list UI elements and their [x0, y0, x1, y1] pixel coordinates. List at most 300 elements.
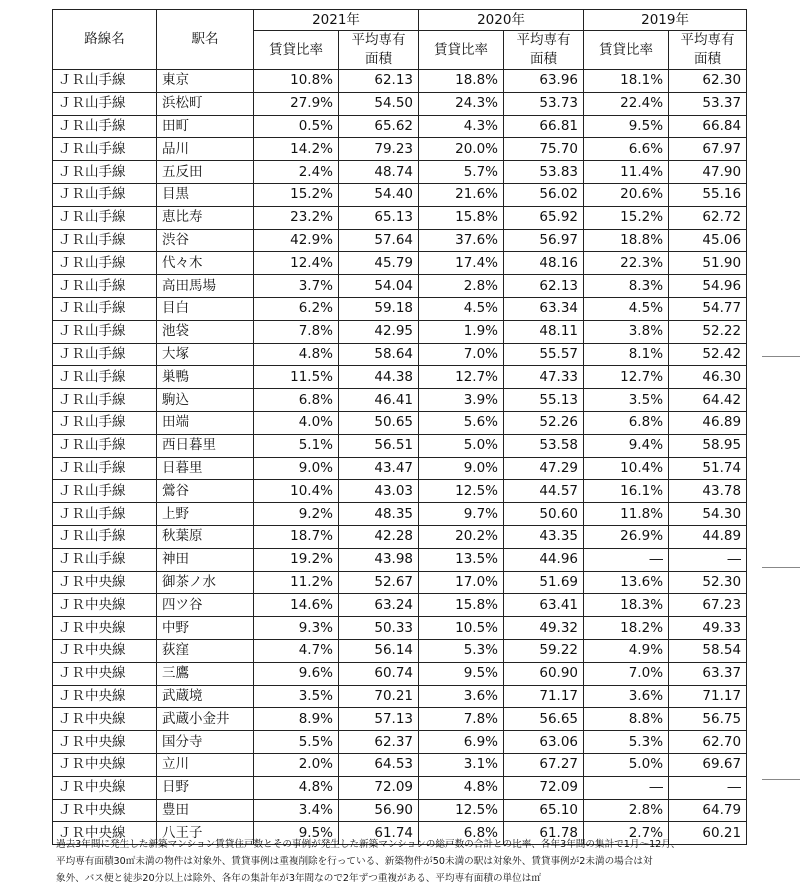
ratio-cell: 5.3%	[419, 639, 504, 662]
area-cell: 62.72	[669, 206, 747, 229]
area-cell: 42.95	[339, 320, 419, 343]
area-cell: 43.35	[504, 525, 584, 548]
ratio-cell: 9.5%	[254, 822, 339, 845]
ratio-cell: 19.2%	[254, 548, 339, 571]
ratio-header: 賃貸比率	[584, 31, 669, 70]
area-cell: 49.32	[504, 617, 584, 640]
ratio-cell: 15.8%	[419, 206, 504, 229]
ratio-cell: 11.2%	[254, 571, 339, 594]
ratio-cell: 3.4%	[254, 799, 339, 822]
route-cell: ＪＲ中央線	[53, 799, 157, 822]
route-cell: ＪＲ山手線	[53, 297, 157, 320]
area-cell: 54.30	[669, 503, 747, 526]
table-row	[53, 161, 747, 184]
ratio-cell: 10.4%	[254, 480, 339, 503]
ratio-cell: 4.3%	[419, 115, 504, 138]
ratio-cell: 5.5%	[254, 731, 339, 754]
area-cell: 43.47	[339, 457, 419, 480]
table-row	[53, 229, 747, 252]
area-cell: 54.96	[669, 275, 747, 298]
route-cell: ＪＲ山手線	[53, 183, 157, 206]
table-row	[53, 662, 747, 685]
table-row	[53, 70, 747, 93]
ratio-cell: 4.5%	[584, 297, 669, 320]
station-cell: 四ツ谷	[157, 594, 254, 617]
ratio-cell: 9.3%	[254, 617, 339, 640]
ratio-cell: 14.2%	[254, 138, 339, 161]
ratio-cell: 5.0%	[584, 753, 669, 776]
table-row	[53, 731, 747, 754]
area-cell: 62.13	[504, 275, 584, 298]
area-cell: 44.96	[504, 548, 584, 571]
ratio-cell: 7.8%	[254, 320, 339, 343]
ratio-cell: 22.3%	[584, 252, 669, 275]
year-2021-header: 2021年	[254, 10, 419, 31]
area-cell: 71.17	[504, 685, 584, 708]
table-row	[53, 275, 747, 298]
station-cell: 駒込	[157, 389, 254, 412]
table-row	[53, 799, 747, 822]
table-row	[53, 503, 747, 526]
route-cell: ＪＲ山手線	[53, 434, 157, 457]
area-cell: 57.64	[339, 229, 419, 252]
area-cell: 54.40	[339, 183, 419, 206]
area-cell: 47.29	[504, 457, 584, 480]
area-cell: 56.90	[339, 799, 419, 822]
table-row	[53, 776, 747, 799]
area-cell: 56.51	[339, 434, 419, 457]
area-cell: 71.17	[669, 685, 747, 708]
area-cell: 62.37	[339, 731, 419, 754]
area-cell: 46.41	[339, 389, 419, 412]
area-cell: 59.22	[504, 639, 584, 662]
area-cell: 52.67	[339, 571, 419, 594]
area-cell: 65.62	[339, 115, 419, 138]
area-cell: 72.09	[504, 776, 584, 799]
area-cell: 43.98	[339, 548, 419, 571]
ratio-cell: 27.9%	[254, 92, 339, 115]
area-cell: 63.06	[504, 731, 584, 754]
area-cell: 46.89	[669, 411, 747, 434]
route-cell: ＪＲ山手線	[53, 252, 157, 275]
station-cell: 中野	[157, 617, 254, 640]
ratio-cell: 9.6%	[254, 662, 339, 685]
ratio-cell: 6.8%	[254, 389, 339, 412]
ratio-cell: 18.1%	[584, 70, 669, 93]
route-cell: ＪＲ山手線	[53, 343, 157, 366]
table-row	[53, 366, 747, 389]
route-cell: ＪＲ中央線	[53, 753, 157, 776]
year-2020-header: 2020年	[419, 10, 584, 31]
area-cell: 50.33	[339, 617, 419, 640]
ratio-cell: 6.2%	[254, 297, 339, 320]
area-cell: 48.16	[504, 252, 584, 275]
area-cell: 53.58	[504, 434, 584, 457]
ratio-cell: 4.5%	[419, 297, 504, 320]
station-cell: 御茶ノ水	[157, 571, 254, 594]
table-row	[53, 457, 747, 480]
station-header: 駅名	[157, 10, 254, 70]
ratio-cell: 10.4%	[584, 457, 669, 480]
station-cell: 渋谷	[157, 229, 254, 252]
route-cell: ＪＲ山手線	[53, 206, 157, 229]
route-cell: ＪＲ山手線	[53, 457, 157, 480]
area-cell: 47.33	[504, 366, 584, 389]
area-cell: 62.13	[339, 70, 419, 93]
area-cell: 60.21	[669, 822, 747, 845]
area-cell: 66.81	[504, 115, 584, 138]
margin-rule	[762, 779, 800, 780]
route-cell: ＪＲ中央線	[53, 662, 157, 685]
route-cell: ＪＲ山手線	[53, 503, 157, 526]
route-cell: ＪＲ山手線	[53, 115, 157, 138]
route-cell: ＪＲ山手線	[53, 548, 157, 571]
ratio-cell: 6.8%	[584, 411, 669, 434]
route-cell: ＪＲ山手線	[53, 480, 157, 503]
station-cell: 大塚	[157, 343, 254, 366]
area-cell: 60.90	[504, 662, 584, 685]
ratio-cell: 20.6%	[584, 183, 669, 206]
table-row	[53, 297, 747, 320]
area-cell: 42.28	[339, 525, 419, 548]
ratio-cell: 24.3%	[419, 92, 504, 115]
ratio-cell: 7.0%	[419, 343, 504, 366]
ratio-cell: 26.9%	[584, 525, 669, 548]
area-cell: 58.54	[669, 639, 747, 662]
area-cell: 67.97	[669, 138, 747, 161]
ratio-cell: 15.2%	[254, 183, 339, 206]
ratio-cell: 18.2%	[584, 617, 669, 640]
area-cell: 64.42	[669, 389, 747, 412]
ratio-cell: 12.7%	[584, 366, 669, 389]
area-cell: 65.10	[504, 799, 584, 822]
ratio-cell: 10.8%	[254, 70, 339, 93]
station-cell: 国分寺	[157, 731, 254, 754]
area-cell: 43.78	[669, 480, 747, 503]
rental-ratio-table	[52, 9, 747, 845]
area-cell: 44.57	[504, 480, 584, 503]
area-cell: 53.73	[504, 92, 584, 115]
area-cell: 62.30	[669, 70, 747, 93]
station-cell: 品川	[157, 138, 254, 161]
ratio-cell: 15.2%	[584, 206, 669, 229]
station-cell: 高田馬場	[157, 275, 254, 298]
ratio-cell: ―	[584, 548, 669, 571]
route-cell: ＪＲ山手線	[53, 275, 157, 298]
area-cell: 64.53	[339, 753, 419, 776]
station-cell: 五反田	[157, 161, 254, 184]
ratio-cell: 2.8%	[584, 799, 669, 822]
area-cell: 50.65	[339, 411, 419, 434]
ratio-cell: 6.8%	[419, 822, 504, 845]
ratio-cell: 13.5%	[419, 548, 504, 571]
area-cell: 67.23	[669, 594, 747, 617]
area-cell: 52.42	[669, 343, 747, 366]
area-cell: 45.06	[669, 229, 747, 252]
area-cell: 54.77	[669, 297, 747, 320]
ratio-cell: 9.2%	[254, 503, 339, 526]
ratio-cell: 16.1%	[584, 480, 669, 503]
ratio-cell: 9.4%	[584, 434, 669, 457]
ratio-cell: 7.8%	[419, 708, 504, 731]
area-cell: 54.04	[339, 275, 419, 298]
ratio-cell: 11.8%	[584, 503, 669, 526]
footnote-line: 象外、バス便と徒歩20分以上は除外、各年の集計年が3年間なので2年ずつ重複がある、平均専有面積の単位は㎡	[56, 873, 541, 884]
ratio-cell: 17.4%	[419, 252, 504, 275]
table-row	[53, 115, 747, 138]
area-header: 平均専有 面積	[504, 31, 584, 70]
area-cell: 62.70	[669, 731, 747, 754]
ratio-cell: 15.8%	[419, 594, 504, 617]
table-row	[53, 753, 747, 776]
ratio-cell: 5.3%	[584, 731, 669, 754]
ratio-cell: 42.9%	[254, 229, 339, 252]
ratio-cell: 8.3%	[584, 275, 669, 298]
ratio-cell: 0.5%	[254, 115, 339, 138]
station-cell: 池袋	[157, 320, 254, 343]
ratio-cell: 18.3%	[584, 594, 669, 617]
area-cell: 56.14	[339, 639, 419, 662]
table-row	[53, 183, 747, 206]
ratio-cell: 13.6%	[584, 571, 669, 594]
ratio-cell: 2.0%	[254, 753, 339, 776]
area-cell: 45.79	[339, 252, 419, 275]
area-cell: 51.90	[669, 252, 747, 275]
table-row	[53, 411, 747, 434]
table-row	[53, 548, 747, 571]
area-cell: 52.30	[669, 571, 747, 594]
route-cell: ＪＲ山手線	[53, 389, 157, 412]
area-cell: 59.18	[339, 297, 419, 320]
ratio-cell: ―	[584, 776, 669, 799]
area-cell: 48.74	[339, 161, 419, 184]
station-cell: 東京	[157, 70, 254, 93]
route-cell: ＪＲ中央線	[53, 731, 157, 754]
route-cell: ＪＲ中央線	[53, 571, 157, 594]
ratio-cell: 2.7%	[584, 822, 669, 845]
station-cell: 三鷹	[157, 662, 254, 685]
ratio-cell: 9.0%	[419, 457, 504, 480]
area-cell: 48.11	[504, 320, 584, 343]
route-header: 路線名	[53, 10, 157, 70]
table-row	[53, 571, 747, 594]
area-cell: 56.02	[504, 183, 584, 206]
area-cell: 63.41	[504, 594, 584, 617]
route-cell: ＪＲ山手線	[53, 138, 157, 161]
ratio-header: 賃貸比率	[254, 31, 339, 70]
ratio-cell: 20.2%	[419, 525, 504, 548]
ratio-cell: 37.6%	[419, 229, 504, 252]
ratio-cell: 9.0%	[254, 457, 339, 480]
ratio-cell: 10.5%	[419, 617, 504, 640]
ratio-cell: 9.7%	[419, 503, 504, 526]
table-row	[53, 617, 747, 640]
ratio-cell: 18.7%	[254, 525, 339, 548]
table-row	[53, 252, 747, 275]
area-cell: 64.79	[669, 799, 747, 822]
area-cell: 54.50	[339, 92, 419, 115]
station-cell: 神田	[157, 548, 254, 571]
footnote	[56, 836, 756, 887]
ratio-cell: 3.5%	[254, 685, 339, 708]
area-cell: 57.13	[339, 708, 419, 731]
area-cell: 55.13	[504, 389, 584, 412]
area-cell: 75.70	[504, 138, 584, 161]
area-cell: 56.97	[504, 229, 584, 252]
area-cell: 44.89	[669, 525, 747, 548]
station-cell: 日暮里	[157, 457, 254, 480]
area-cell: 44.38	[339, 366, 419, 389]
area-cell: 72.09	[339, 776, 419, 799]
table-row	[53, 389, 747, 412]
ratio-cell: 18.8%	[584, 229, 669, 252]
area-cell: 47.90	[669, 161, 747, 184]
area-cell: 63.24	[339, 594, 419, 617]
ratio-cell: 12.7%	[419, 366, 504, 389]
table-row	[53, 320, 747, 343]
ratio-cell: 12.5%	[419, 480, 504, 503]
route-cell: ＪＲ中央線	[53, 617, 157, 640]
table-row	[53, 92, 747, 115]
ratio-cell: 5.6%	[419, 411, 504, 434]
margin-rule	[762, 567, 800, 568]
route-cell: ＪＲ中央線	[53, 708, 157, 731]
year-2019-header: 2019年	[584, 10, 747, 31]
area-cell: 69.67	[669, 753, 747, 776]
ratio-cell: 20.0%	[419, 138, 504, 161]
area-cell: 52.22	[669, 320, 747, 343]
station-cell: 恵比寿	[157, 206, 254, 229]
ratio-cell: 4.9%	[584, 639, 669, 662]
ratio-cell: 14.6%	[254, 594, 339, 617]
ratio-cell: 2.8%	[419, 275, 504, 298]
route-cell: ＪＲ中央線	[53, 776, 157, 799]
ratio-cell: 3.6%	[419, 685, 504, 708]
area-cell: 60.74	[339, 662, 419, 685]
ratio-cell: 3.9%	[419, 389, 504, 412]
ratio-cell: 4.8%	[419, 776, 504, 799]
station-cell: 八王子	[157, 822, 254, 845]
ratio-cell: 12.5%	[419, 799, 504, 822]
station-cell: 鶯谷	[157, 480, 254, 503]
area-cell: 52.26	[504, 411, 584, 434]
table-row	[53, 480, 747, 503]
station-cell: 代々木	[157, 252, 254, 275]
ratio-cell: 3.1%	[419, 753, 504, 776]
area-cell: 43.03	[339, 480, 419, 503]
ratio-cell: 4.8%	[254, 776, 339, 799]
station-cell: 田町	[157, 115, 254, 138]
ratio-cell: 9.5%	[584, 115, 669, 138]
station-cell: 武蔵小金井	[157, 708, 254, 731]
ratio-cell: 3.6%	[584, 685, 669, 708]
margin-rule	[762, 356, 800, 357]
ratio-cell: 17.0%	[419, 571, 504, 594]
ratio-cell: 11.4%	[584, 161, 669, 184]
area-cell: 65.92	[504, 206, 584, 229]
route-cell: ＪＲ山手線	[53, 70, 157, 93]
area-cell: 50.60	[504, 503, 584, 526]
route-cell: ＪＲ中央線	[53, 685, 157, 708]
station-cell: 武蔵境	[157, 685, 254, 708]
area-cell: ―	[669, 548, 747, 571]
route-cell: ＪＲ山手線	[53, 411, 157, 434]
ratio-cell: 4.8%	[254, 343, 339, 366]
station-cell: 立川	[157, 753, 254, 776]
area-cell: 61.74	[339, 822, 419, 845]
table-row	[53, 138, 747, 161]
area-cell: 55.16	[669, 183, 747, 206]
ratio-cell: 5.7%	[419, 161, 504, 184]
route-cell: ＪＲ中央線	[53, 594, 157, 617]
table-row	[53, 206, 747, 229]
area-cell: 55.57	[504, 343, 584, 366]
area-cell: 46.30	[669, 366, 747, 389]
ratio-cell: 9.5%	[419, 662, 504, 685]
area-header: 平均専有 面積	[339, 31, 419, 70]
table-row	[53, 685, 747, 708]
route-cell: ＪＲ山手線	[53, 92, 157, 115]
area-cell: 48.35	[339, 503, 419, 526]
station-cell: 巣鴨	[157, 366, 254, 389]
area-cell: 63.37	[669, 662, 747, 685]
table-row	[53, 343, 747, 366]
area-cell: 63.96	[504, 70, 584, 93]
ratio-cell: 1.9%	[419, 320, 504, 343]
ratio-cell: 3.5%	[584, 389, 669, 412]
area-cell: 79.23	[339, 138, 419, 161]
ratio-cell: 5.0%	[419, 434, 504, 457]
area-cell: 51.74	[669, 457, 747, 480]
route-cell: ＪＲ山手線	[53, 161, 157, 184]
route-cell: ＪＲ中央線	[53, 639, 157, 662]
station-cell: 荻窪	[157, 639, 254, 662]
station-cell: 田端	[157, 411, 254, 434]
ratio-cell: 8.8%	[584, 708, 669, 731]
station-cell: 上野	[157, 503, 254, 526]
area-cell: 56.75	[669, 708, 747, 731]
route-cell: ＪＲ山手線	[53, 525, 157, 548]
ratio-cell: 12.4%	[254, 252, 339, 275]
ratio-cell: 18.8%	[419, 70, 504, 93]
ratio-cell: 7.0%	[584, 662, 669, 685]
ratio-cell: 3.7%	[254, 275, 339, 298]
station-cell: 豊田	[157, 799, 254, 822]
ratio-cell: 5.1%	[254, 434, 339, 457]
ratio-cell: 8.1%	[584, 343, 669, 366]
station-cell: 目白	[157, 297, 254, 320]
table-row	[53, 434, 747, 457]
table-row	[53, 525, 747, 548]
area-header: 平均専有 面積	[669, 31, 747, 70]
station-cell: 秋葉原	[157, 525, 254, 548]
station-cell: 目黒	[157, 183, 254, 206]
area-cell: 67.27	[504, 753, 584, 776]
area-cell: 66.84	[669, 115, 747, 138]
ratio-header: 賃貸比率	[419, 31, 504, 70]
route-cell: ＪＲ中央線	[53, 822, 157, 845]
station-cell: 浜松町	[157, 92, 254, 115]
table-row	[53, 639, 747, 662]
area-cell: 58.95	[669, 434, 747, 457]
area-cell: 56.65	[504, 708, 584, 731]
ratio-cell: 2.4%	[254, 161, 339, 184]
area-cell: 51.69	[504, 571, 584, 594]
area-cell: 53.83	[504, 161, 584, 184]
area-cell: 49.33	[669, 617, 747, 640]
station-cell: 西日暮里	[157, 434, 254, 457]
footnote-line: 平均専有面積30㎡未満の物件は対象外、賃貸事例は重複削除を行っている、新築物件が50未満の駅は対象外、賃貸事例が2未満の場合は対	[56, 856, 653, 867]
